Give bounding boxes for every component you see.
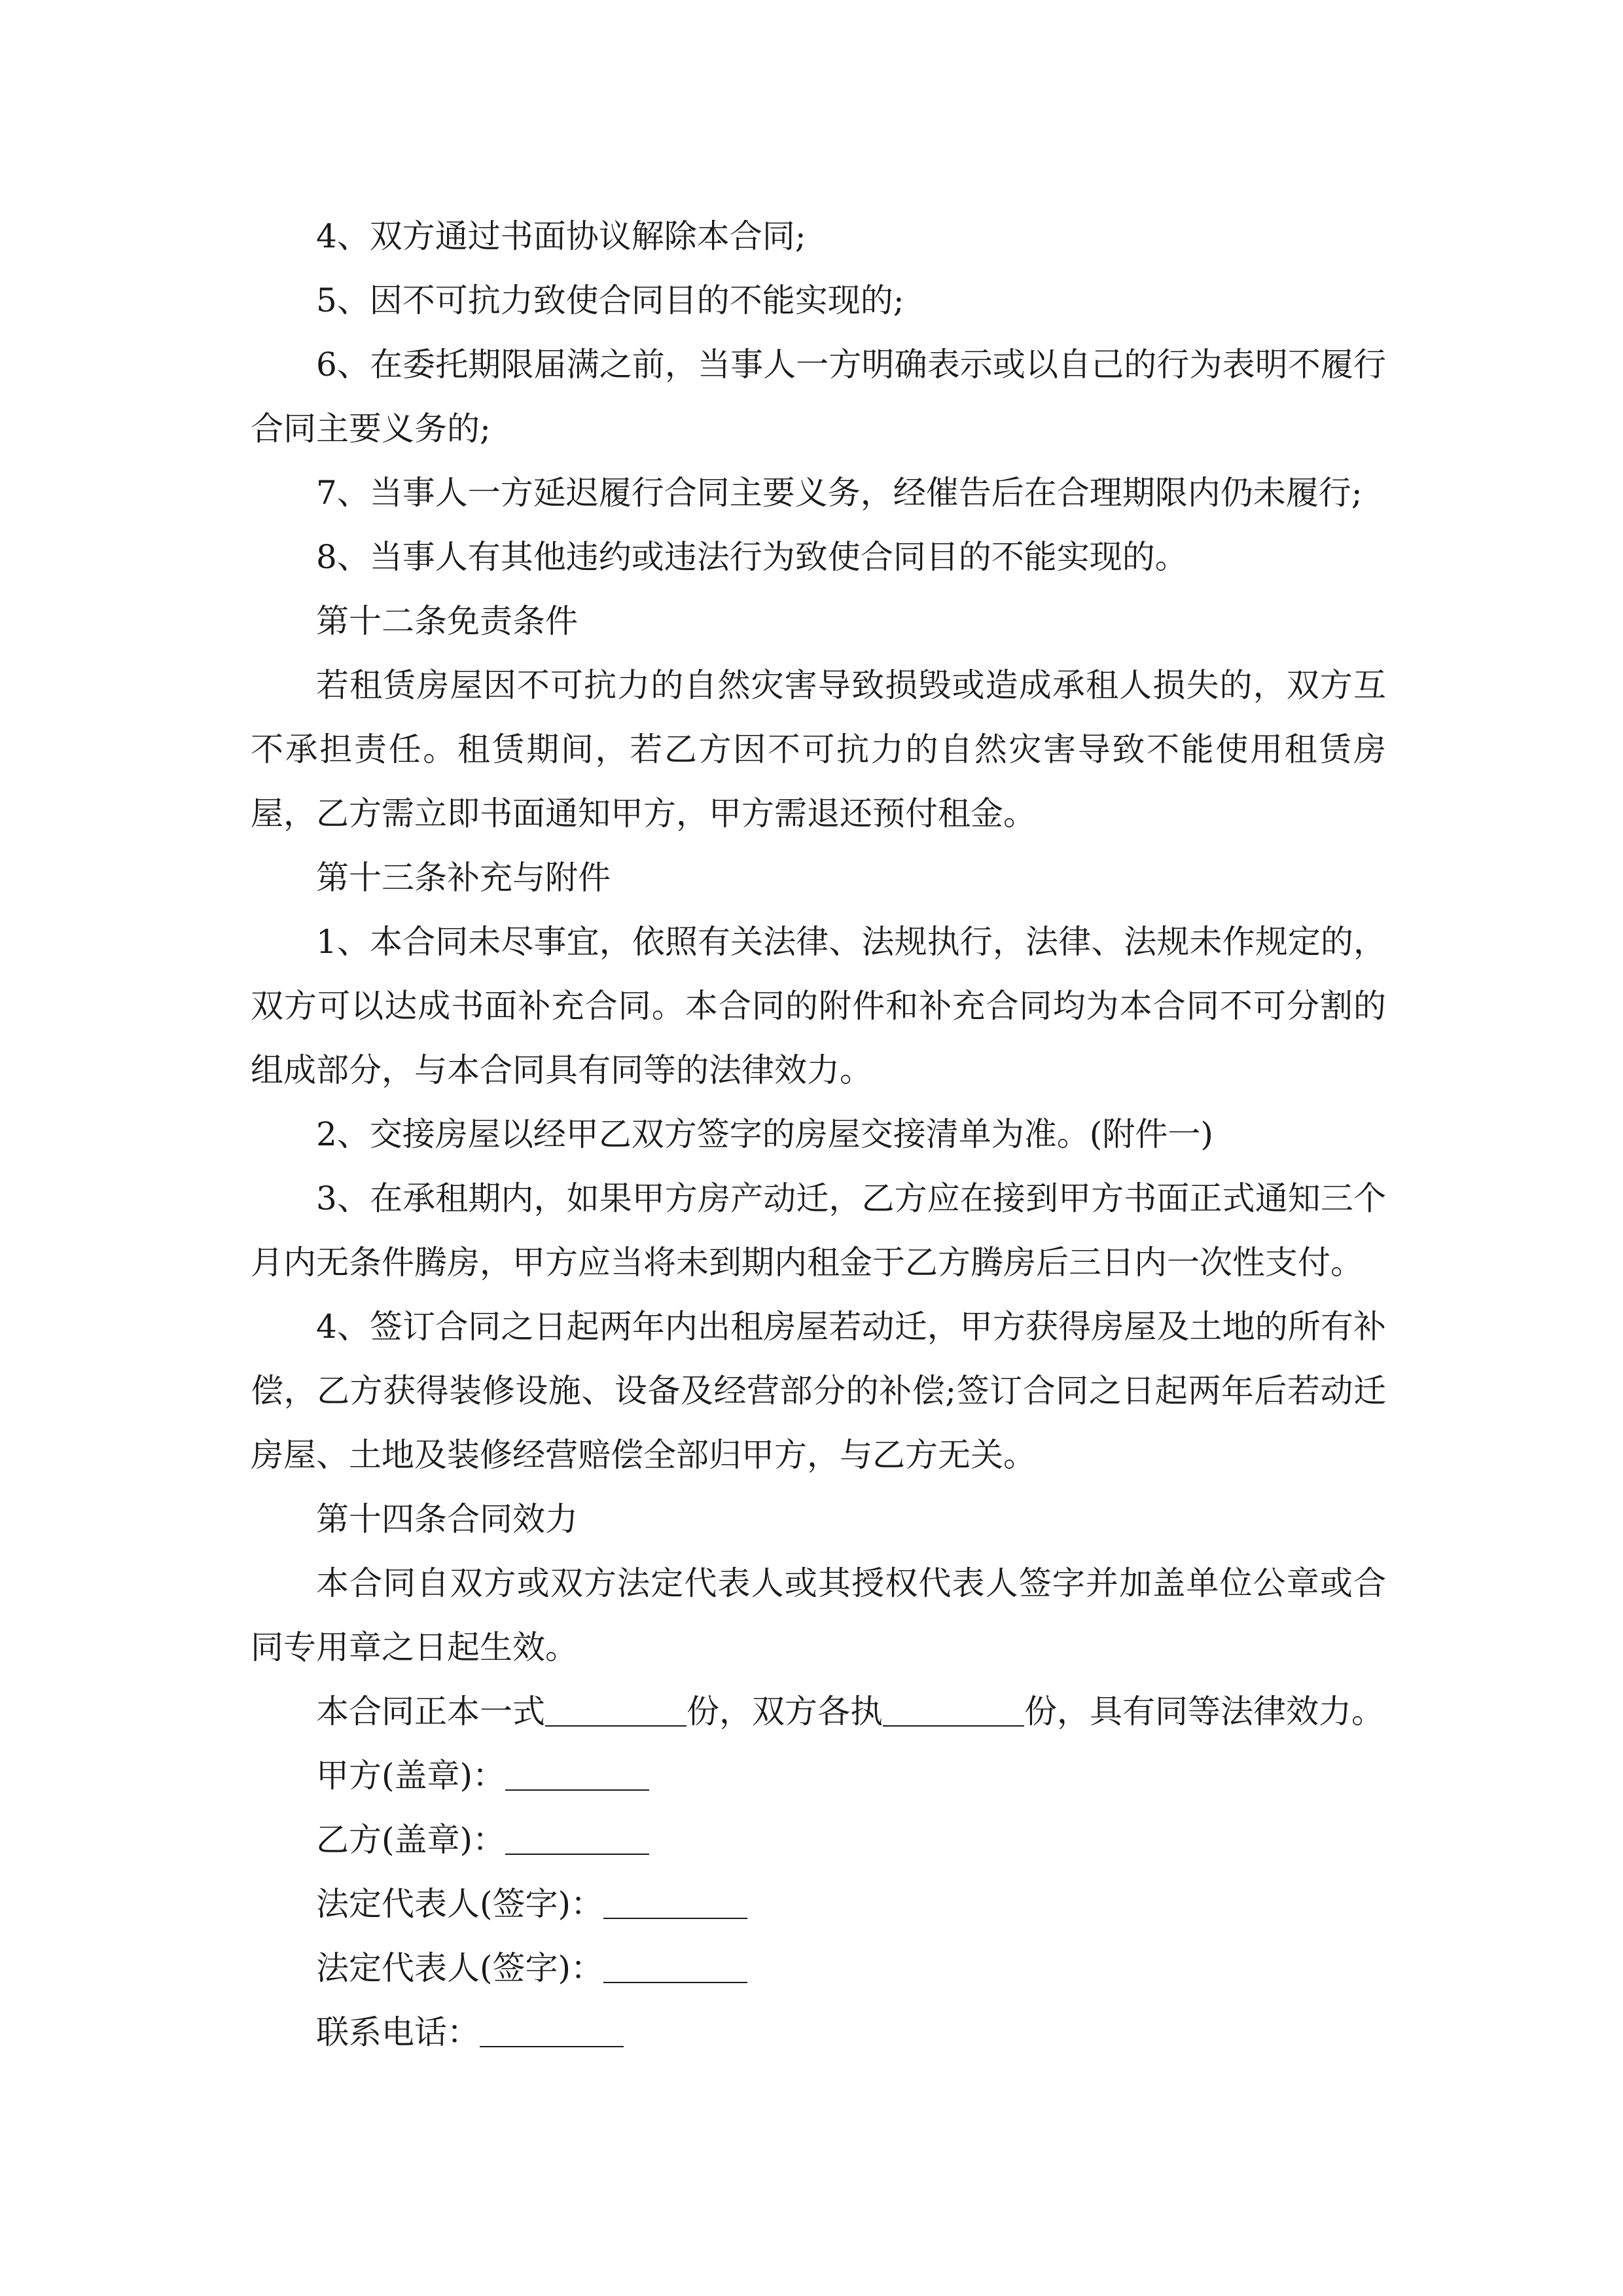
clause-item-5: 5、因不可抗力致使合同目的不能实现的; xyxy=(316,281,904,319)
phone-blank[interactable] xyxy=(480,2015,624,2047)
party-b-seal-blank[interactable] xyxy=(505,1822,649,1855)
legal-rep-a-blank[interactable] xyxy=(603,1886,747,1919)
copies-text-2: 份，双方各执 xyxy=(687,1693,883,1731)
copies-line xyxy=(251,1679,1386,1744)
phone-label: 联系电话： xyxy=(316,2013,480,2051)
copies-text-1: 本合同正本一式 xyxy=(316,1693,545,1731)
party-a-seal-line xyxy=(251,1744,1386,1808)
contract-page xyxy=(251,204,1386,2064)
article-13-item-2: 2、交接房屋以经甲乙双方签字的房屋交接清单为准。(附件一) xyxy=(316,1115,1213,1153)
article-13-heading: 第十三条补充与附件 xyxy=(316,859,611,897)
article-12-body: 若租赁房屋因不可抗力的自然灾害导致损毁或造成承租人损失的，双方互不承担责任。租赁期间，若乙方因不可抗力的自然灾害导致不能使用租赁房屋，乙方需立即书面通知甲方，甲方需退还预付租金。 xyxy=(251,666,1386,833)
copies-each-blank[interactable] xyxy=(883,1694,1024,1727)
article-12-heading: 第十二条免责条件 xyxy=(316,602,578,640)
clause-item-6: 6、在委托期限届满之前，当事人一方明确表示或以自己的行为表明不履行合同主要义务的; xyxy=(251,346,1386,448)
article-14-heading: 第十四条合同效力 xyxy=(316,1500,578,1538)
party-a-seal-blank[interactable] xyxy=(505,1758,649,1791)
phone-line xyxy=(251,2000,1386,2064)
legal-rep-a-label: 法定代表人(签字)： xyxy=(316,1885,604,1923)
party-b-seal-line xyxy=(251,1808,1386,1872)
legal-rep-a-line xyxy=(251,1872,1386,1936)
copies-text-3: 份，具有同等法律效力。 xyxy=(1024,1693,1384,1731)
legal-rep-b-line xyxy=(251,1936,1386,2000)
copies-count-blank[interactable] xyxy=(545,1694,687,1727)
article-13-item-1: 1、本合同未尽事宜，依照有关法律、法规执行，法律、法规未作规定的，双方可以达成书面补充合同。本合同的附件和补充合同均为本合同不可分割的组成部分，与本合同具有同等的法律效力。 xyxy=(251,923,1386,1089)
legal-rep-b-label: 法定代表人(签字)： xyxy=(316,1949,604,1987)
clause-item-7: 7、当事人一方延迟履行合同主要义务，经催告后在合理期限内仍未履行; xyxy=(316,474,1363,512)
article-13-item-4: 4、签订合同之日起两年内出租房屋若动迁，甲方获得房屋及土地的所有补偿，乙方获得装修设施、设备及经营部分的补偿;签订合同之日起两年后若动迁房屋、土地及装修经营赔偿全部归甲方，与乙方无关。 xyxy=(251,1308,1386,1474)
legal-rep-b-blank[interactable] xyxy=(603,1950,747,1983)
clause-item-4: 4、双方通过书面协议解除本合同; xyxy=(316,217,806,255)
article-14-body: 本合同自双方或双方法定代表人或其授权代表人签字并加盖单位公章或合同专用章之日起生效。 xyxy=(251,1564,1386,1666)
party-a-seal-label: 甲方(盖章)： xyxy=(316,1757,506,1795)
party-b-seal-label: 乙方(盖章)： xyxy=(316,1821,506,1859)
article-13-item-3: 3、在承租期内，如果甲方房产动迁，乙方应在接到甲方书面正式通知三个月内无条件腾房，甲方应当将未到期内租金于乙方腾房后三日内一次性支付。 xyxy=(251,1179,1386,1282)
clause-item-8: 8、当事人有其他违约或违法行为致使合同目的不能实现的。 xyxy=(316,538,1188,576)
